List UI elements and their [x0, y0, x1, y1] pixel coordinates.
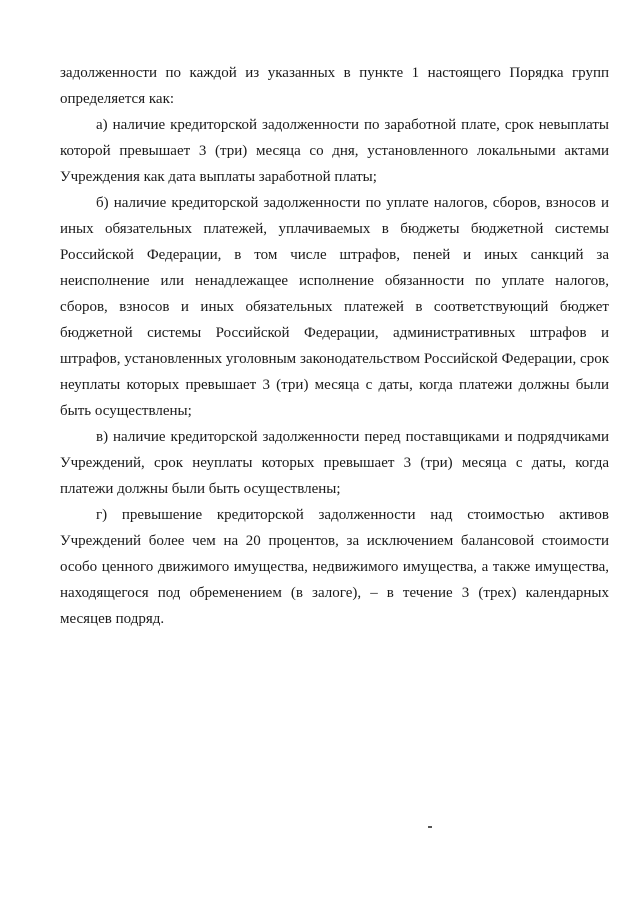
paragraph-intro: задолженности по каждой из указанных в пункте 1 настоящего Порядка групп определяется как: — [60, 65, 609, 107]
paragraph-item-v: в) наличие кредиторской задолженности перед поставщиками и подрядчиками Учреждений, срок неуплаты которых превышает 3 (три) месяца с даты, когда платежи должны были быть осуществлены; — [60, 429, 609, 497]
document-body — [60, 60, 609, 632]
scan-speck — [428, 826, 432, 828]
paragraph-item-b: б) наличие кредиторской задолженности по уплате налогов, сборов, взносов и иных обязательных платежей, уплачиваемых в бюджеты бюджетной системы Российской Федерации, в том числе штрафов, пеней и иных санкций за неисполнение или ненадлежащее исполнение обязанности по уплате налогов, сборов, взносов и иных обязательных платежей в соответствующий бюджет бюджетной системы Российской Федерации, административных штрафов и штрафов, установленных уголовным законодательством Российской Федерации, срок неуплаты которых превышает 3 (три) месяца с даты, когда платежи должны были быть осуществлены; — [60, 195, 609, 419]
paragraph-item-g: г) превышение кредиторской задолженности над стоимостью активов Учреждений более чем на 20 процентов, за исключением балансовой стоимости особо ценного движимого имущества, недвижимого имущества, а также имущества, находящегося под обременением (в залоге), – в течение 3 (трех) календарных месяцев подряд. — [60, 507, 609, 627]
paragraph-item-a: а) наличие кредиторской задолженности по заработной плате, срок невыплаты которой превышает 3 (три) месяца со дня, установленного локальными актами Учреждения как дата выплаты заработной платы; — [60, 117, 609, 185]
